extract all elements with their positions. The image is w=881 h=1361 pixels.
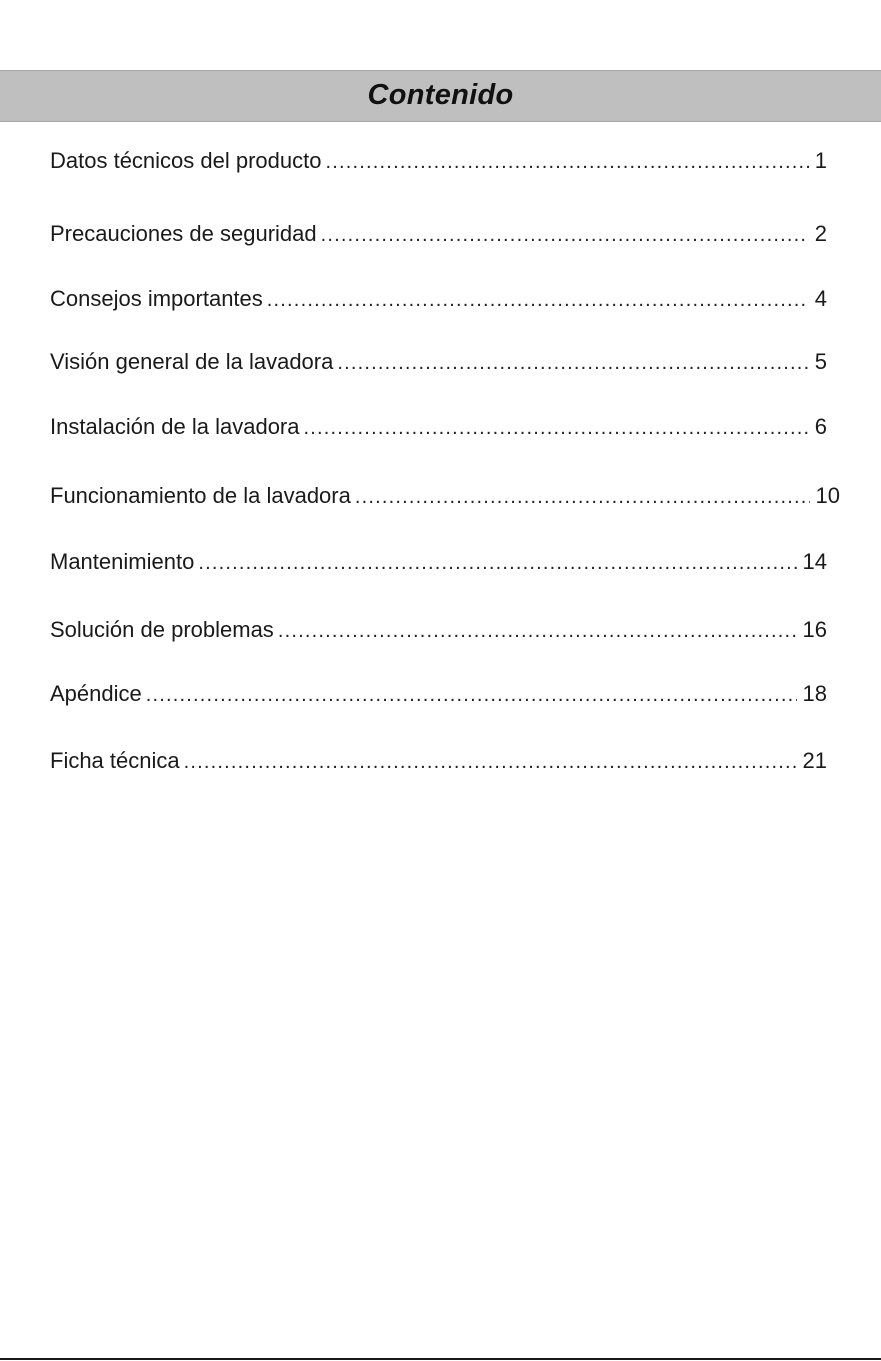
toc-entry-label: Ficha técnica — [50, 748, 180, 773]
toc-entry-page: 1 — [814, 148, 827, 173]
toc-entry-page: 5 — [814, 349, 827, 374]
toc-entry-page: 18 — [802, 681, 827, 706]
toc-entry — [50, 616, 827, 645]
toc-entry-label: Apéndice — [50, 681, 142, 706]
bottom-rule — [0, 1358, 881, 1360]
toc-entry — [50, 147, 827, 176]
toc-dot-leader — [198, 549, 796, 577]
toc-entry-page: 16 — [802, 617, 827, 642]
toc-entry-label: Funcionamiento de la lavadora — [50, 483, 351, 508]
toc-entry — [50, 285, 827, 314]
toc-dot-leader — [184, 748, 797, 776]
toc-entry-label: Consejos importantes — [50, 286, 263, 311]
toc-entry-label: Precauciones de seguridad — [50, 221, 317, 246]
toc-dot-leader — [267, 286, 809, 314]
toc-entry-page: 10 — [815, 483, 840, 508]
toc-dot-leader — [146, 681, 797, 709]
toc-entry — [50, 747, 827, 776]
toc-dot-leader — [355, 483, 810, 511]
toc-entry-label: Solución de problemas — [50, 617, 274, 642]
toc-entry-page: 6 — [814, 414, 827, 439]
toc-dot-leader — [278, 617, 797, 645]
toc-entry-page: 21 — [802, 748, 827, 773]
toc-dot-leader — [304, 414, 809, 442]
toc-dot-leader — [321, 221, 809, 249]
toc-entry-page: 4 — [814, 286, 827, 311]
toc-entry-page: 14 — [802, 549, 827, 574]
toc-entry — [50, 413, 827, 442]
toc-entry-label: Mantenimiento — [50, 549, 195, 574]
toc-dot-leader — [326, 148, 809, 176]
toc-entry — [50, 482, 840, 511]
page-title: Contenido — [367, 79, 514, 111]
toc-entry-label: Visión general de la lavadora — [50, 349, 334, 374]
toc-entry — [50, 548, 827, 577]
toc-entry — [50, 348, 827, 377]
toc-entry — [50, 220, 827, 249]
toc-entry — [50, 680, 827, 709]
toc-entry-label: Instalación de la lavadora — [50, 414, 300, 439]
toc-entry-page: 2 — [814, 221, 827, 246]
toc-dot-leader — [337, 349, 808, 377]
toc-entry-label: Datos técnicos del producto — [50, 148, 322, 173]
title-band — [0, 70, 881, 122]
